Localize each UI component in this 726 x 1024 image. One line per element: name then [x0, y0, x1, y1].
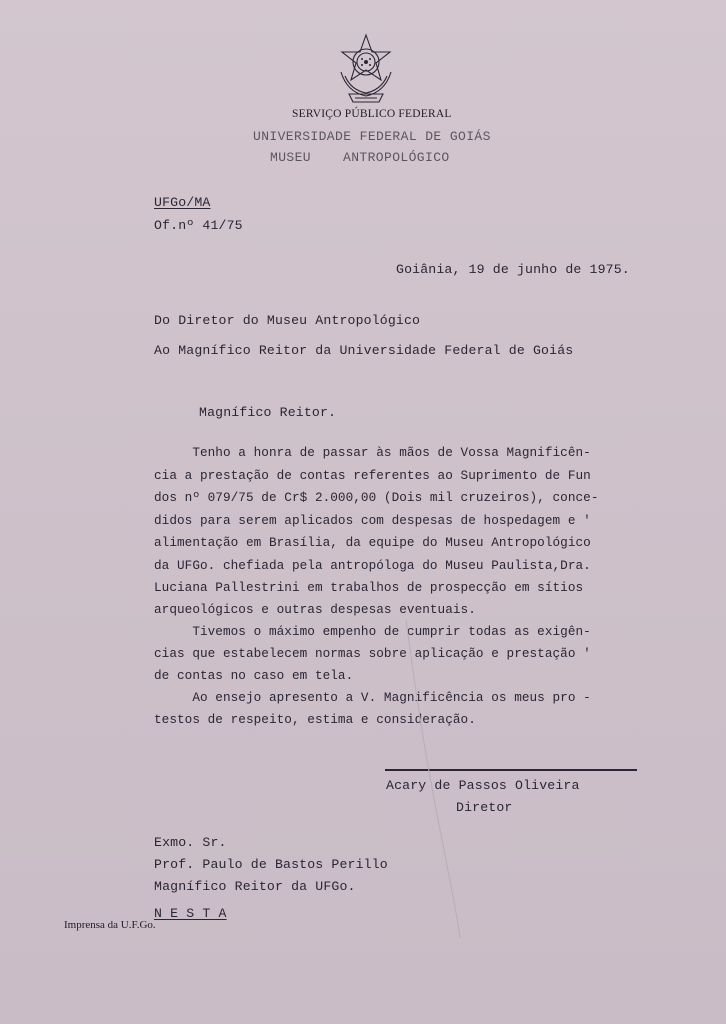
addressee-title: Magnífico Reitor da UFGo. — [154, 879, 356, 894]
date-line: Goiânia, 19 de junho de 1975. — [396, 262, 630, 277]
body-line: alimentação em Brasília, da equipe do Museu Antropológico — [154, 535, 591, 550]
sender-line: Do Diretor do Museu Antropológico — [154, 313, 421, 328]
addressee-name: Prof. Paulo de Bastos Perillo — [154, 857, 388, 872]
body-line: Tenho a honra de passar às mãos de Vossa Magnificên- — [154, 445, 591, 460]
recipient-line: Ao Magnífico Reitor da Universidade Federal de Goiás — [154, 343, 574, 358]
body-line: cias que estabelecem normas sobre aplicação e prestação ' — [154, 646, 591, 661]
museum-heading-right: ANTROPOLÓGICO — [343, 150, 450, 165]
body-line: Ao ensejo apresento a V. Magnificência os meus pro - — [154, 690, 591, 705]
body-line: dos nº 079/75 de Cr$ 2.000,00 (Dois mil cruzeiros), conce- — [154, 490, 599, 505]
university-heading: UNIVERSIDADE FEDERAL DE GOIÁS — [253, 129, 491, 144]
body-line: cia a prestação de contas referentes ao Suprimento de Fun — [154, 468, 591, 483]
signatory-name: Acary de Passos Oliveira — [386, 778, 580, 793]
salutation: Magnífico Reitor. — [199, 405, 337, 420]
body-line: da UFGo. chefiada pela antropóloga do Museu Paulista,Dra. — [154, 558, 591, 573]
addressee-location: N E S T A — [154, 906, 227, 921]
museum-heading-left: MUSEU — [270, 150, 312, 165]
brazil-coat-of-arms-icon — [333, 32, 399, 106]
service-heading: SERVIÇO PÚBLICO FEDERAL — [292, 108, 452, 120]
reference-number: Of.nº 41/75 — [154, 218, 243, 233]
printer-footer: Imprensa da U.F.Go. — [64, 919, 156, 931]
body-line: Tivemos o máximo empenho de cumprir todas as exigên- — [154, 624, 591, 639]
addressee-greeting: Exmo. Sr. — [154, 835, 227, 850]
body-line: testos de respeito, estima e consideração. — [154, 712, 476, 727]
body-line: didos para serem aplicados com despesas de hospedagem e ' — [154, 513, 591, 528]
signatory-title: Diretor — [456, 800, 513, 815]
body-line: Luciana Pallestrini em trabalhos de prospecção em sítios — [154, 580, 584, 595]
body-line: de contas no caso em tela. — [154, 668, 354, 683]
reference-code: UFGo/MA — [154, 195, 211, 210]
body-line: arqueológicos e outras despesas eventuais. — [154, 602, 476, 617]
signature-line — [385, 769, 637, 771]
